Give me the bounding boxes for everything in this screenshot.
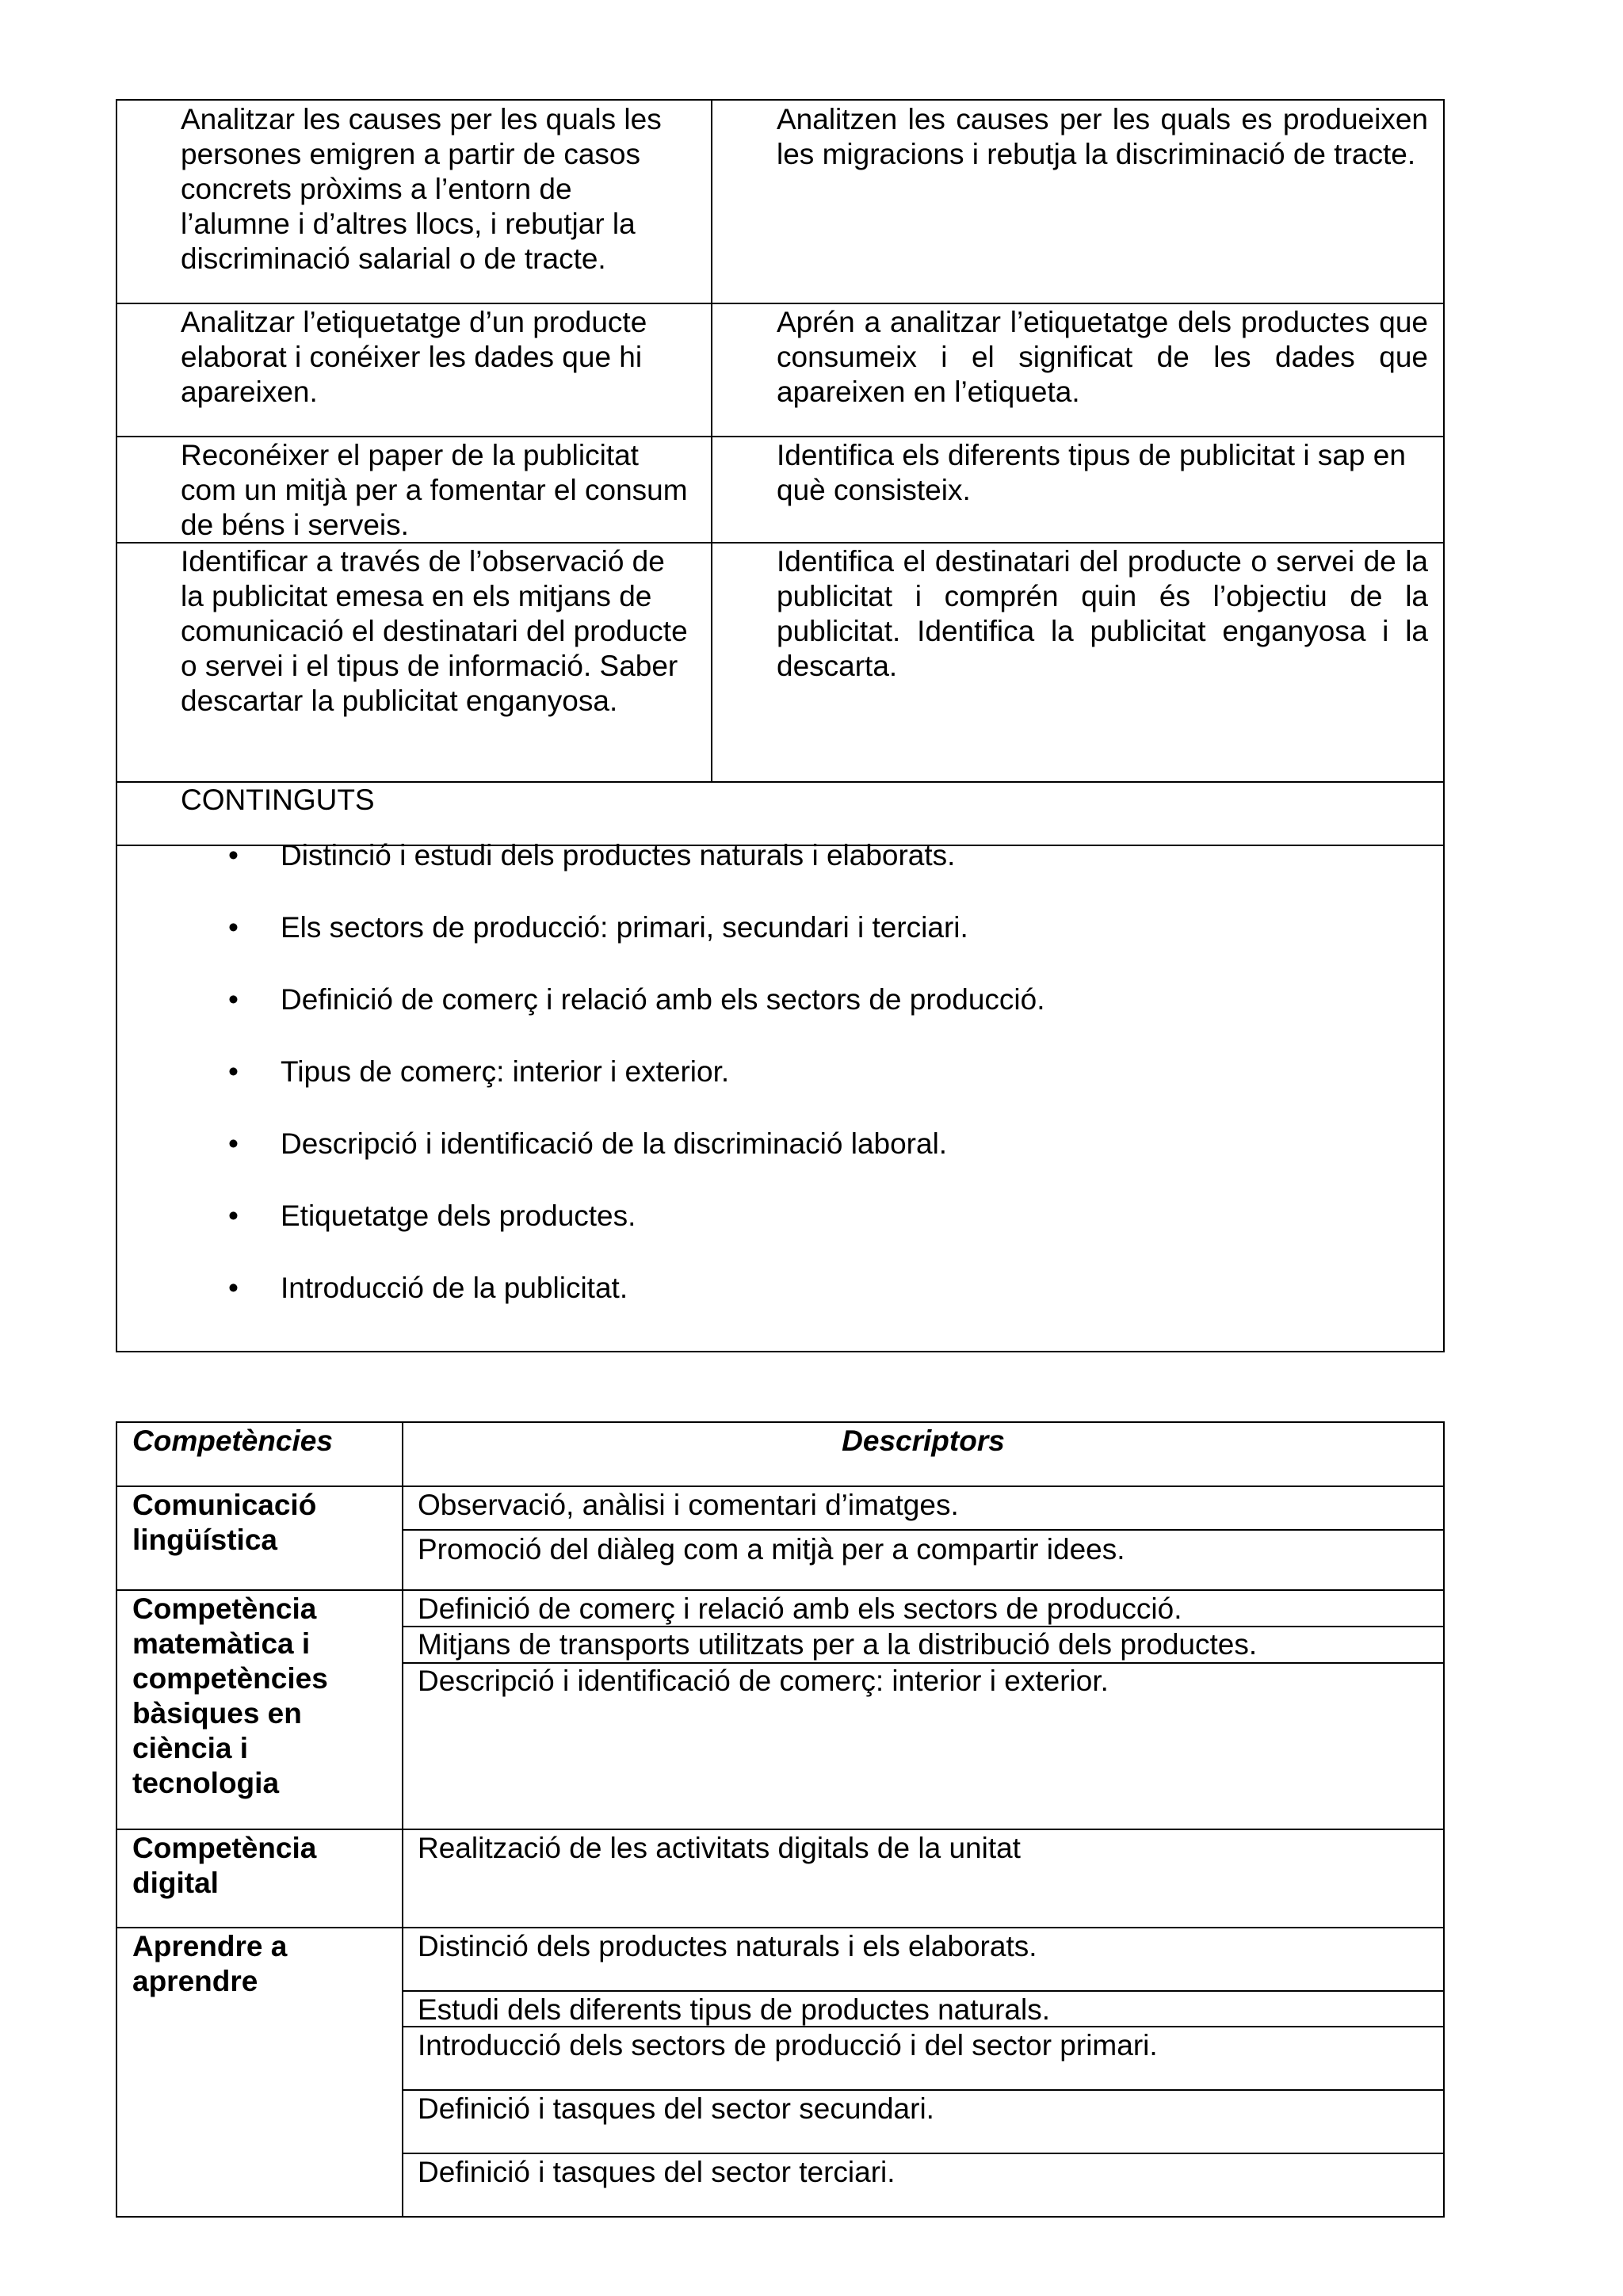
list-item-text: Etiquetatge dels productes. xyxy=(281,1199,636,1232)
assessment-text: Identifica el destinatari del producte o servei de la publicitat i comprén quin és l’objectiu de la publicitat. Identifica la publicitat enganyosa i la descarta. xyxy=(777,545,1428,682)
descriptor-text: Promoció del diàleg com a mitjà per a compartir idees. xyxy=(418,1533,1125,1566)
list-item-text: Descripció i identificació de la discriminació laboral. xyxy=(281,1127,948,1160)
objective-text: Analitzar l’etiquetatge d’un producte elaborat i conéixer les dades que hi apareixen. xyxy=(181,306,647,408)
list-item-text: Distinció i estudi dels productes naturals i elaborats. xyxy=(281,839,956,871)
competence-name: Competència digital xyxy=(132,1832,317,1899)
objective-text: Analitzar les causes per les quals les persones emigren a partir de casos concrets pròxims a l’entorn de l’alumne i d’altres llocs, i rebutjar la discriminació salarial o de tracte. xyxy=(181,103,662,275)
bullet-icon: • xyxy=(228,1055,239,1088)
descriptor-text: Definició i tasques del sector secundari. xyxy=(418,2092,934,2125)
descriptor-text: Descripció i identificació de comerç: interior i exterior. xyxy=(418,1665,1109,1697)
objectives-row-separator xyxy=(116,436,1445,437)
assessment-text: Aprén a analitzar l’etiquetatge dels productes que consumeix i el significat de les dades que apareixen en l’etiqueta. xyxy=(777,306,1428,408)
bullet-icon: • xyxy=(228,1199,239,1232)
list-item xyxy=(116,1199,1415,1234)
list-item-text: Els sectors de producció: primari, secundari i terciari. xyxy=(281,911,968,944)
header-row-separator xyxy=(116,1486,1445,1487)
descriptor-text: Estudi dels diferents tipus de productes naturals. xyxy=(418,1993,1051,2026)
objective-text: Identificar a través de l’observació de la publicitat emesa en els mitjans de comunicació el destinatari del producte o servei i el tipus de informació. Saber descartar la publicitat enganyosa. xyxy=(181,545,688,717)
descriptor-text: Distinció dels productes naturals i els elaborats. xyxy=(418,1930,1037,1962)
bullet-icon: • xyxy=(228,1272,239,1304)
assessment-text: Identifica els diferents tipus de publicitat i sap en què consisteix. xyxy=(777,439,1406,506)
descriptor-text: Introducció dels sectors de producció i del sector primari. xyxy=(418,2029,1158,2061)
bullet-icon: • xyxy=(228,1127,239,1160)
list-item-text: Introducció de la publicitat. xyxy=(281,1272,628,1304)
competence-name: Competència matemàtica i competències bàsiques en ciència i tecnologia xyxy=(132,1592,328,1799)
competences-header: Competències xyxy=(132,1425,333,1457)
group-separator xyxy=(116,1927,1445,1928)
descriptor-text: Definició de comerç i relació amb els sectors de producció. xyxy=(418,1592,1182,1625)
descriptor-separator xyxy=(402,2153,1445,2154)
contents-header: CONTINGUTS xyxy=(181,784,375,816)
list-item xyxy=(116,982,1415,1017)
bullet-icon: • xyxy=(228,911,239,944)
objectives-row-separator xyxy=(116,303,1445,304)
descriptor-text: Definició i tasques del sector terciari. xyxy=(418,2156,896,2188)
descriptor-text: Mitjans de transports utilitzats per a la distribució dels productes. xyxy=(418,1628,1258,1661)
objectives-column-divider xyxy=(711,99,712,781)
contents-list xyxy=(116,838,1415,1343)
bullet-icon: • xyxy=(228,983,239,1016)
list-item xyxy=(116,1271,1415,1306)
descriptor-separator xyxy=(402,1529,1445,1531)
list-item-text: Tipus de comerç: interior i exterior. xyxy=(281,1055,730,1088)
assessment-text: Analitzen les causes per les quals es produeixen les migracions i rebutja la discriminació de tracte. xyxy=(777,103,1428,170)
list-item-text: Definició de comerç i relació amb els sectors de producció. xyxy=(281,983,1045,1016)
competence-name: Comunicació lingüística xyxy=(132,1489,317,1556)
descriptor-text: Realització de les activitats digitals de la unitat xyxy=(418,1832,1021,1864)
objective-text: Reconéixer el paper de la publicitat com un mitjà per a fomentar el consum de béns i serveis. xyxy=(181,439,688,541)
list-item xyxy=(116,838,1415,873)
list-item xyxy=(116,1055,1415,1089)
list-item xyxy=(116,1127,1415,1161)
bullet-icon: • xyxy=(228,839,239,871)
competences-column-divider xyxy=(402,1421,403,2218)
descriptors-header: Descriptors xyxy=(842,1425,1005,1457)
descriptor-separator xyxy=(402,1990,1445,1992)
group-separator xyxy=(116,1829,1445,1830)
descriptor-text: Observació, anàlisi i comentari d’imatges. xyxy=(418,1489,959,1521)
descriptor-separator xyxy=(402,2089,1445,2091)
list-item xyxy=(116,910,1415,945)
group-separator xyxy=(116,1589,1445,1591)
competence-name: Aprendre a aprendre xyxy=(132,1930,288,1997)
